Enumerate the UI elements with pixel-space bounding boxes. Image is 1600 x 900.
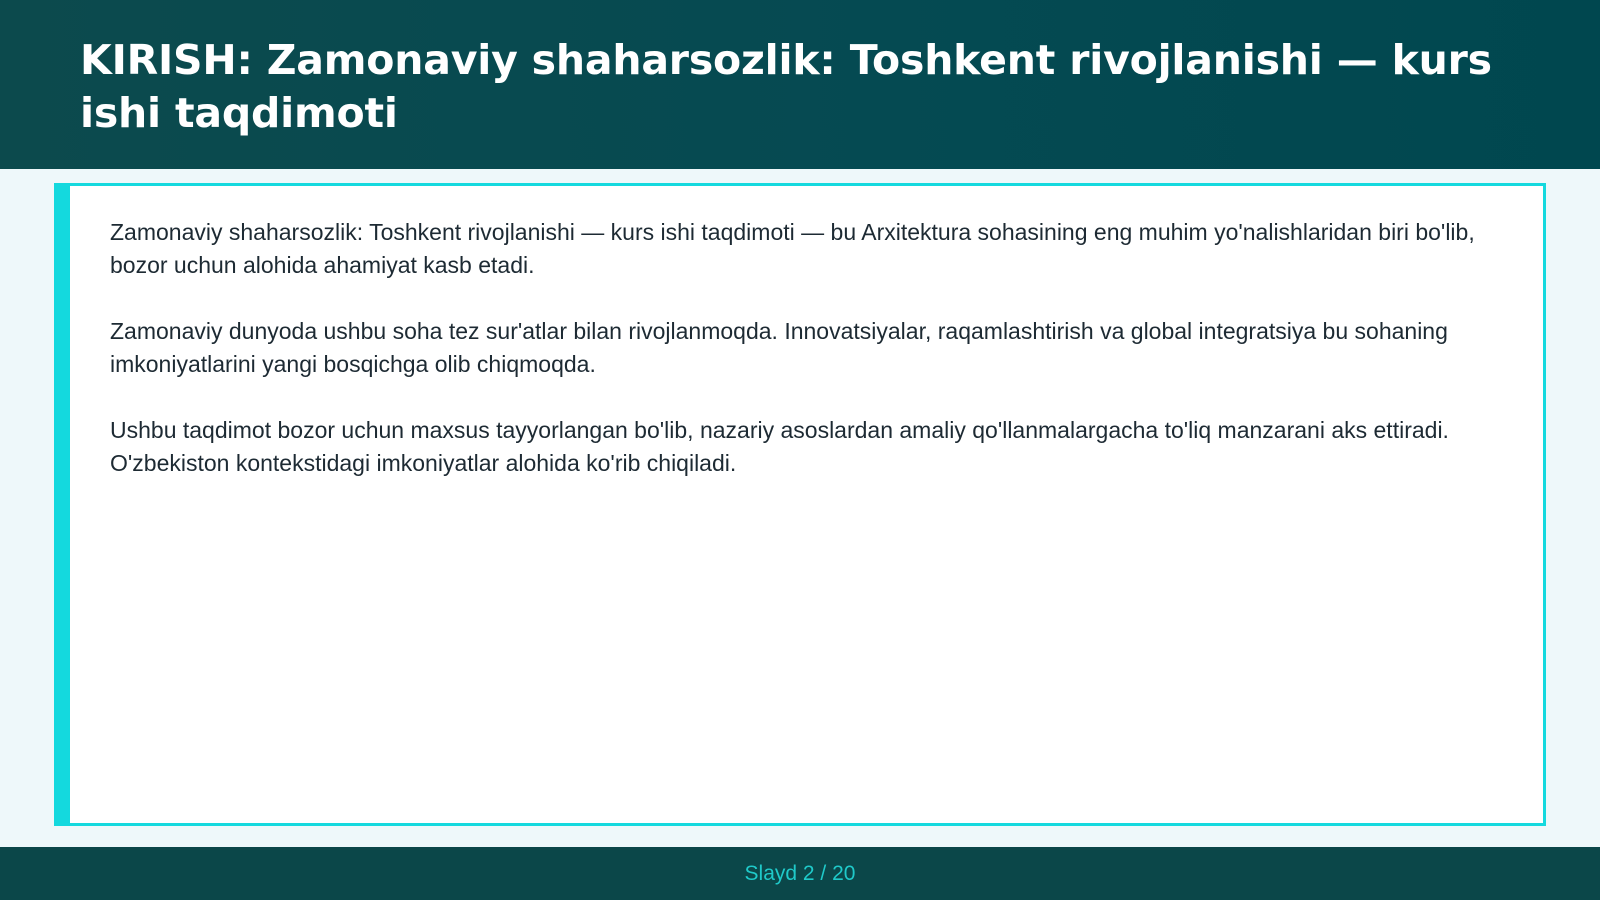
content-card	[54, 183, 1546, 826]
paragraph-2: Zamonaviy dunyoda ushbu soha tez sur'atlar bilan rivojlanmoqda. Innovatsiyalar, raqamlashtirish va global integratsiya bu sohaning imkoniyatlarini yangi bosqichga olib chiqmoqda.	[110, 318, 1448, 377]
slide-title: KIRISH: Zamonaviy shaharsozlik: Toshkent rivojlanishi — kurs ishi taqdimoti	[80, 36, 1492, 137]
paragraph-3: Ushbu taqdimot bozor uchun maxsus tayyorlangan bo'lib, nazariy asoslardan amaliy qo'llanmalargacha to'liq manzarani aks ettiradi. O'zbekiston kontekstidagi imkoniyatlar alohida ko'rib chiqiladi.	[110, 417, 1449, 476]
slide-header	[0, 0, 1600, 169]
slide-counter: Slayd 2 / 20	[744, 861, 856, 885]
slide-footer	[0, 847, 1600, 900]
paragraph-1: Zamonaviy shaharsozlik: Toshkent rivojlanishi — kurs ishi taqdimoti — bu Arxitektura sohasining eng muhim yo'nalishlaridan biri bo'lib, bozor uchun alohida ahamiyat kasb etadi.	[110, 219, 1475, 278]
